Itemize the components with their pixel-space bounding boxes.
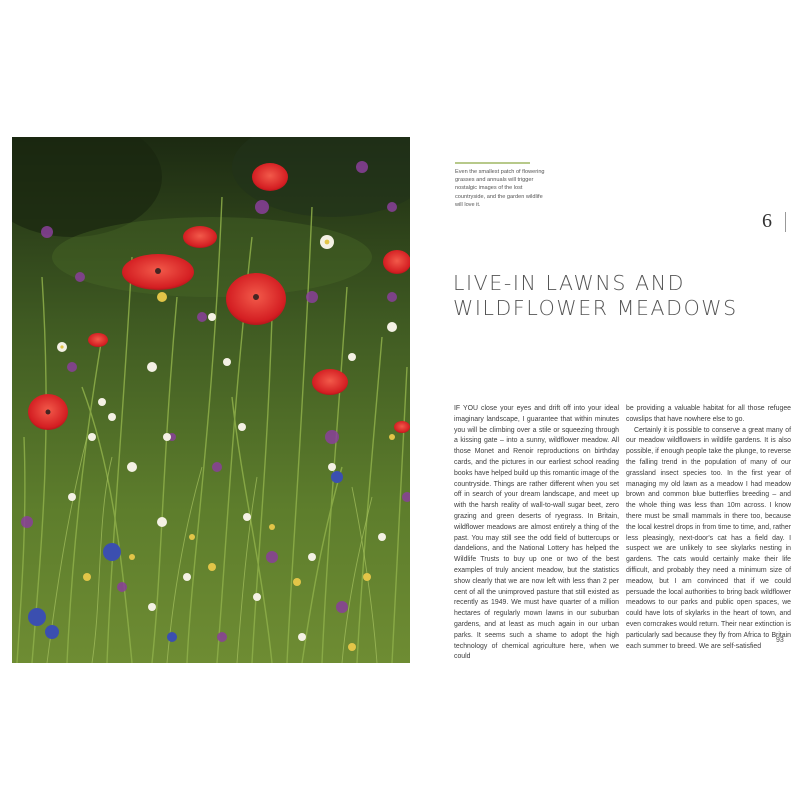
chapter-divider xyxy=(785,212,786,232)
wildflower-meadow-photo xyxy=(12,137,410,663)
photo-caption: Even the smallest patch of flowering grasses and annuals will trigger nostalgic images of the lost countryside, and the garden wildlife will love it. xyxy=(455,169,545,208)
chapter-number: 6 xyxy=(762,210,772,232)
body-paragraph: be providing a valuable habitat for all those refugee cowslips that have nowhere else to go. xyxy=(626,405,791,423)
body-column-1 xyxy=(454,404,619,663)
page-number: 93 xyxy=(776,637,784,644)
body-paragraph: IF YOU close your eyes and drift off into your ideal imaginary landscape, I guarantee that within minutes you will be climbing over a stile or squeezing through a kissing gate – into a sunny, wildflower meadow. All those Monet and Renoir reproductions on birthday cards, and the pictures in our earliest school reading books have helped build up this romantic image of the countryside. Things are rather different when you set off in search of your dream landscape, and meet up with the harsh reality of wall-to-wall sugar beet, zero grazing and green deserts of ryegrass. In Britain, wildflower meadows are almost entirely a thing of the past. You may still see the odd field of buttercups or dandelions, and the National Lottery has helped the Wildlife Trusts to buy up one or two of the best examples of truly ancient meadow, but the statistics show clearly that we are now left with less than 2 per cent of all the unimproved pasture that still existed as recently as 1949. We must have quarter of a million hectares of regularly mown lawns in our suburban gardens, and at least as much again in our urban parks. It seems such a shame to adopt the high technology of chemical agriculture here, when we could xyxy=(454,405,619,661)
chapter-title xyxy=(453,271,753,321)
chapter-title-line-2: WILDFLOWER MEADOWS xyxy=(453,296,738,320)
chapter-title-line-1: LIVE-IN LAWNS AND xyxy=(453,271,686,295)
body-column-2 xyxy=(626,404,791,652)
caption-rule xyxy=(455,162,530,164)
body-paragraph: Certainly it is possible to conserve a great many of our meadow wildflowers in wildlife gardens. It is also possible, if enough people take the plunge, to reverse the falling trend in the population of many of our grassland insect species too. In the first year of managing my old lawn as a meadow I had meadow brown and common blue butterflies breeding – and the whole thing was less than 10m across. I know there must be small mammals in there too, because the local kestrel drops in from time to time, and, rather less pleasingly, next-door's cat has a field day. I suspect we are unlikely to see skylarks nesting in gardens. The cats would certainly make their life difficult, and probably they need a minimum size of meadow, but I am convinced that if we could persuade the local authorities to bring back wildflower meadows to our parks and public open spaces, we could have lots of skylarks in the heart of town, and even corncrakes would return. Their near extinction is particularly sad because they fly from Africa to Britain each summer to breed. We are self-satisfied xyxy=(626,426,791,650)
